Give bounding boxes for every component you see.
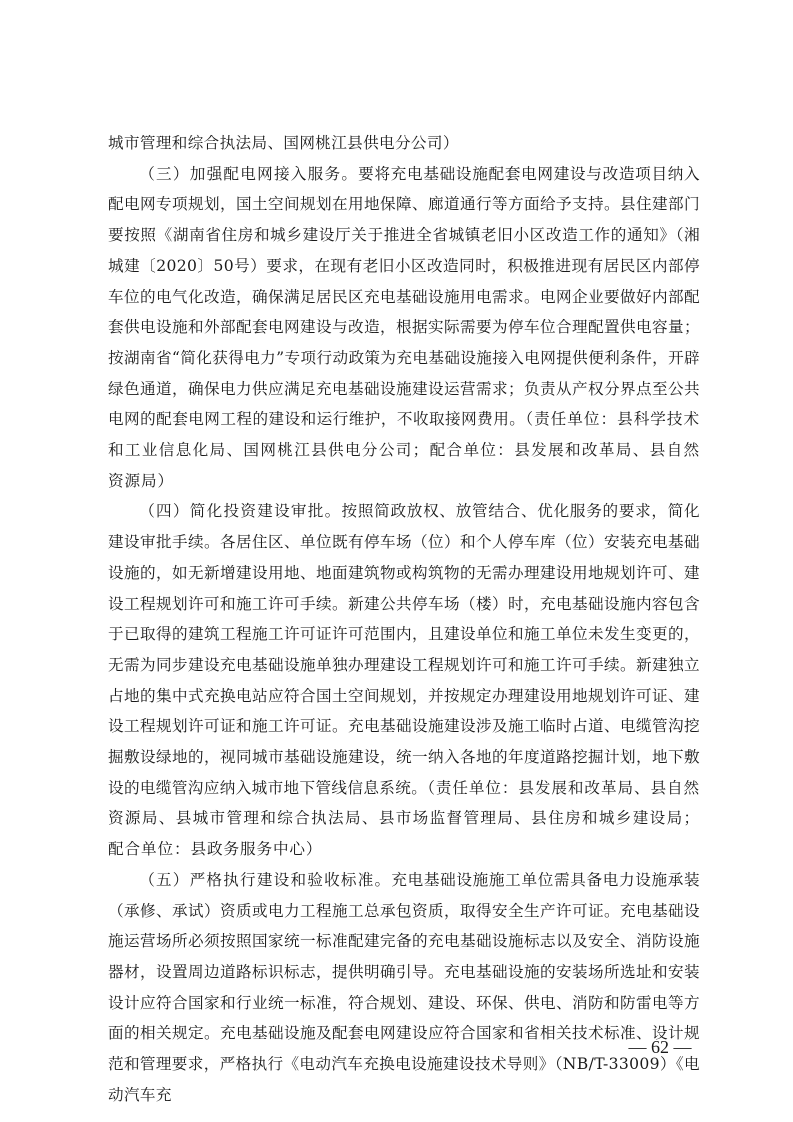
document-body: [108, 128, 700, 1111]
intro-continuation: 城市管理和综合执法局、国网桃江县供电分公司）: [108, 134, 459, 152]
section-3-responsibility: （责任单位：县科学技术和工业信息化局、国网桃江县供电分公司；配合单位：县发展和改革局、县自然资源局）: [108, 410, 700, 490]
page-number: — 62 —: [628, 1037, 692, 1057]
section-5: [108, 865, 700, 1111]
section-4: [108, 496, 700, 864]
section-3-body: 要将充电基础设施配套电网建设与改造项目纳入配电网专项规划，国土空间规划在用地保障、廊道通行等方面给予支持。县住建部门要按照《湖南省住房和城乡建设厅关于推进全省城镇老旧小区改造工作的通知》（湘城建〔2020〕50号）要求，在现有老旧小区改造同时，积极推进现有居民区内部停车位的电气化改造，确保满足居民区充电基础设施用电需求。电网企业要做好内部配套供电设施和外部配套电网建设与改造，根据实际需要为停车位合理配置供电容量；按湖南省“简化获得电力”专项行动政策为充电基础设施接入电网提供便利条件，开辟绿色通道，确保电力供应满足充电基础设施建设运营需求；负责从产权分界点至公共电网的配套电网工程的建设和运行维护，不收取接网费用。: [108, 164, 700, 429]
section-4-heading: （四）简化投资建设审批。: [139, 502, 342, 521]
section-3-heading: （三）加强配电网接入服务。: [139, 164, 359, 183]
section-4-body: 按照简政放权、放管结合、优化服务的要求，简化建设审批手续。各居住区、单位既有停车场（位）和个人停车库（位）安装充电基础设施的，如无新增建设用地、地面建筑物或构筑物的无需办理建设用地规划许可、建设工程规划许可和施工许可手续。新建公共停车场（楼）时，充电基础设施内容包含于已取得的建筑工程施工许可证许可范围内，且建设单位和施工单位未发生变更的，无需为同步建设充电基础设施单独办理建设工程规划许可和施工许可手续。新建独立占地的集中式充换电站应符合国土空间规划，并按规定办理建设用地规划许可证、建设工程规划许可证和施工许可证。充电基础设施建设涉及施工临时占道、电缆管沟挖掘敷设绿地的，视同城市基础设施建设，统一纳入各地的年度道路挖掘计划，地下敷设的电缆管沟应纳入城市地下管线信息系统。: [108, 502, 700, 797]
section-5-heading: （五）严格执行建设和验收标准。: [139, 870, 392, 889]
section-5-body: 充电基础设施施工单位需具备电力设施承装（承修、承试）资质或电力工程施工总承包资质，取得安全生产许可证。充电基础设施运营场所必须按照国家统一标准配建完备的充电基础设施标志以及安全、消防设施器材，设置周边道路标识标志，提供明确引导。充电基础设施的安装场所选址和安装设计应符合国家和行业统一标准，符合规划、建设、环保、供电、消防和防雷电等方面的相关规定。充电基础设施及配套电网建设应符合国家和省相关技术标准、设计规范和管理要求，严格执行《电动汽车充换电设施建设技术导则》（NB/T-33009）《电动汽车充: [108, 870, 700, 1104]
section-3: [108, 159, 700, 497]
section-4-responsibility: （责任单位：县发展和改革局、县自然资源局、县城市管理和综合执法局、县市场监督管理局、县住房和城乡建设局；配合单位：县政务服务中心）: [108, 778, 700, 859]
